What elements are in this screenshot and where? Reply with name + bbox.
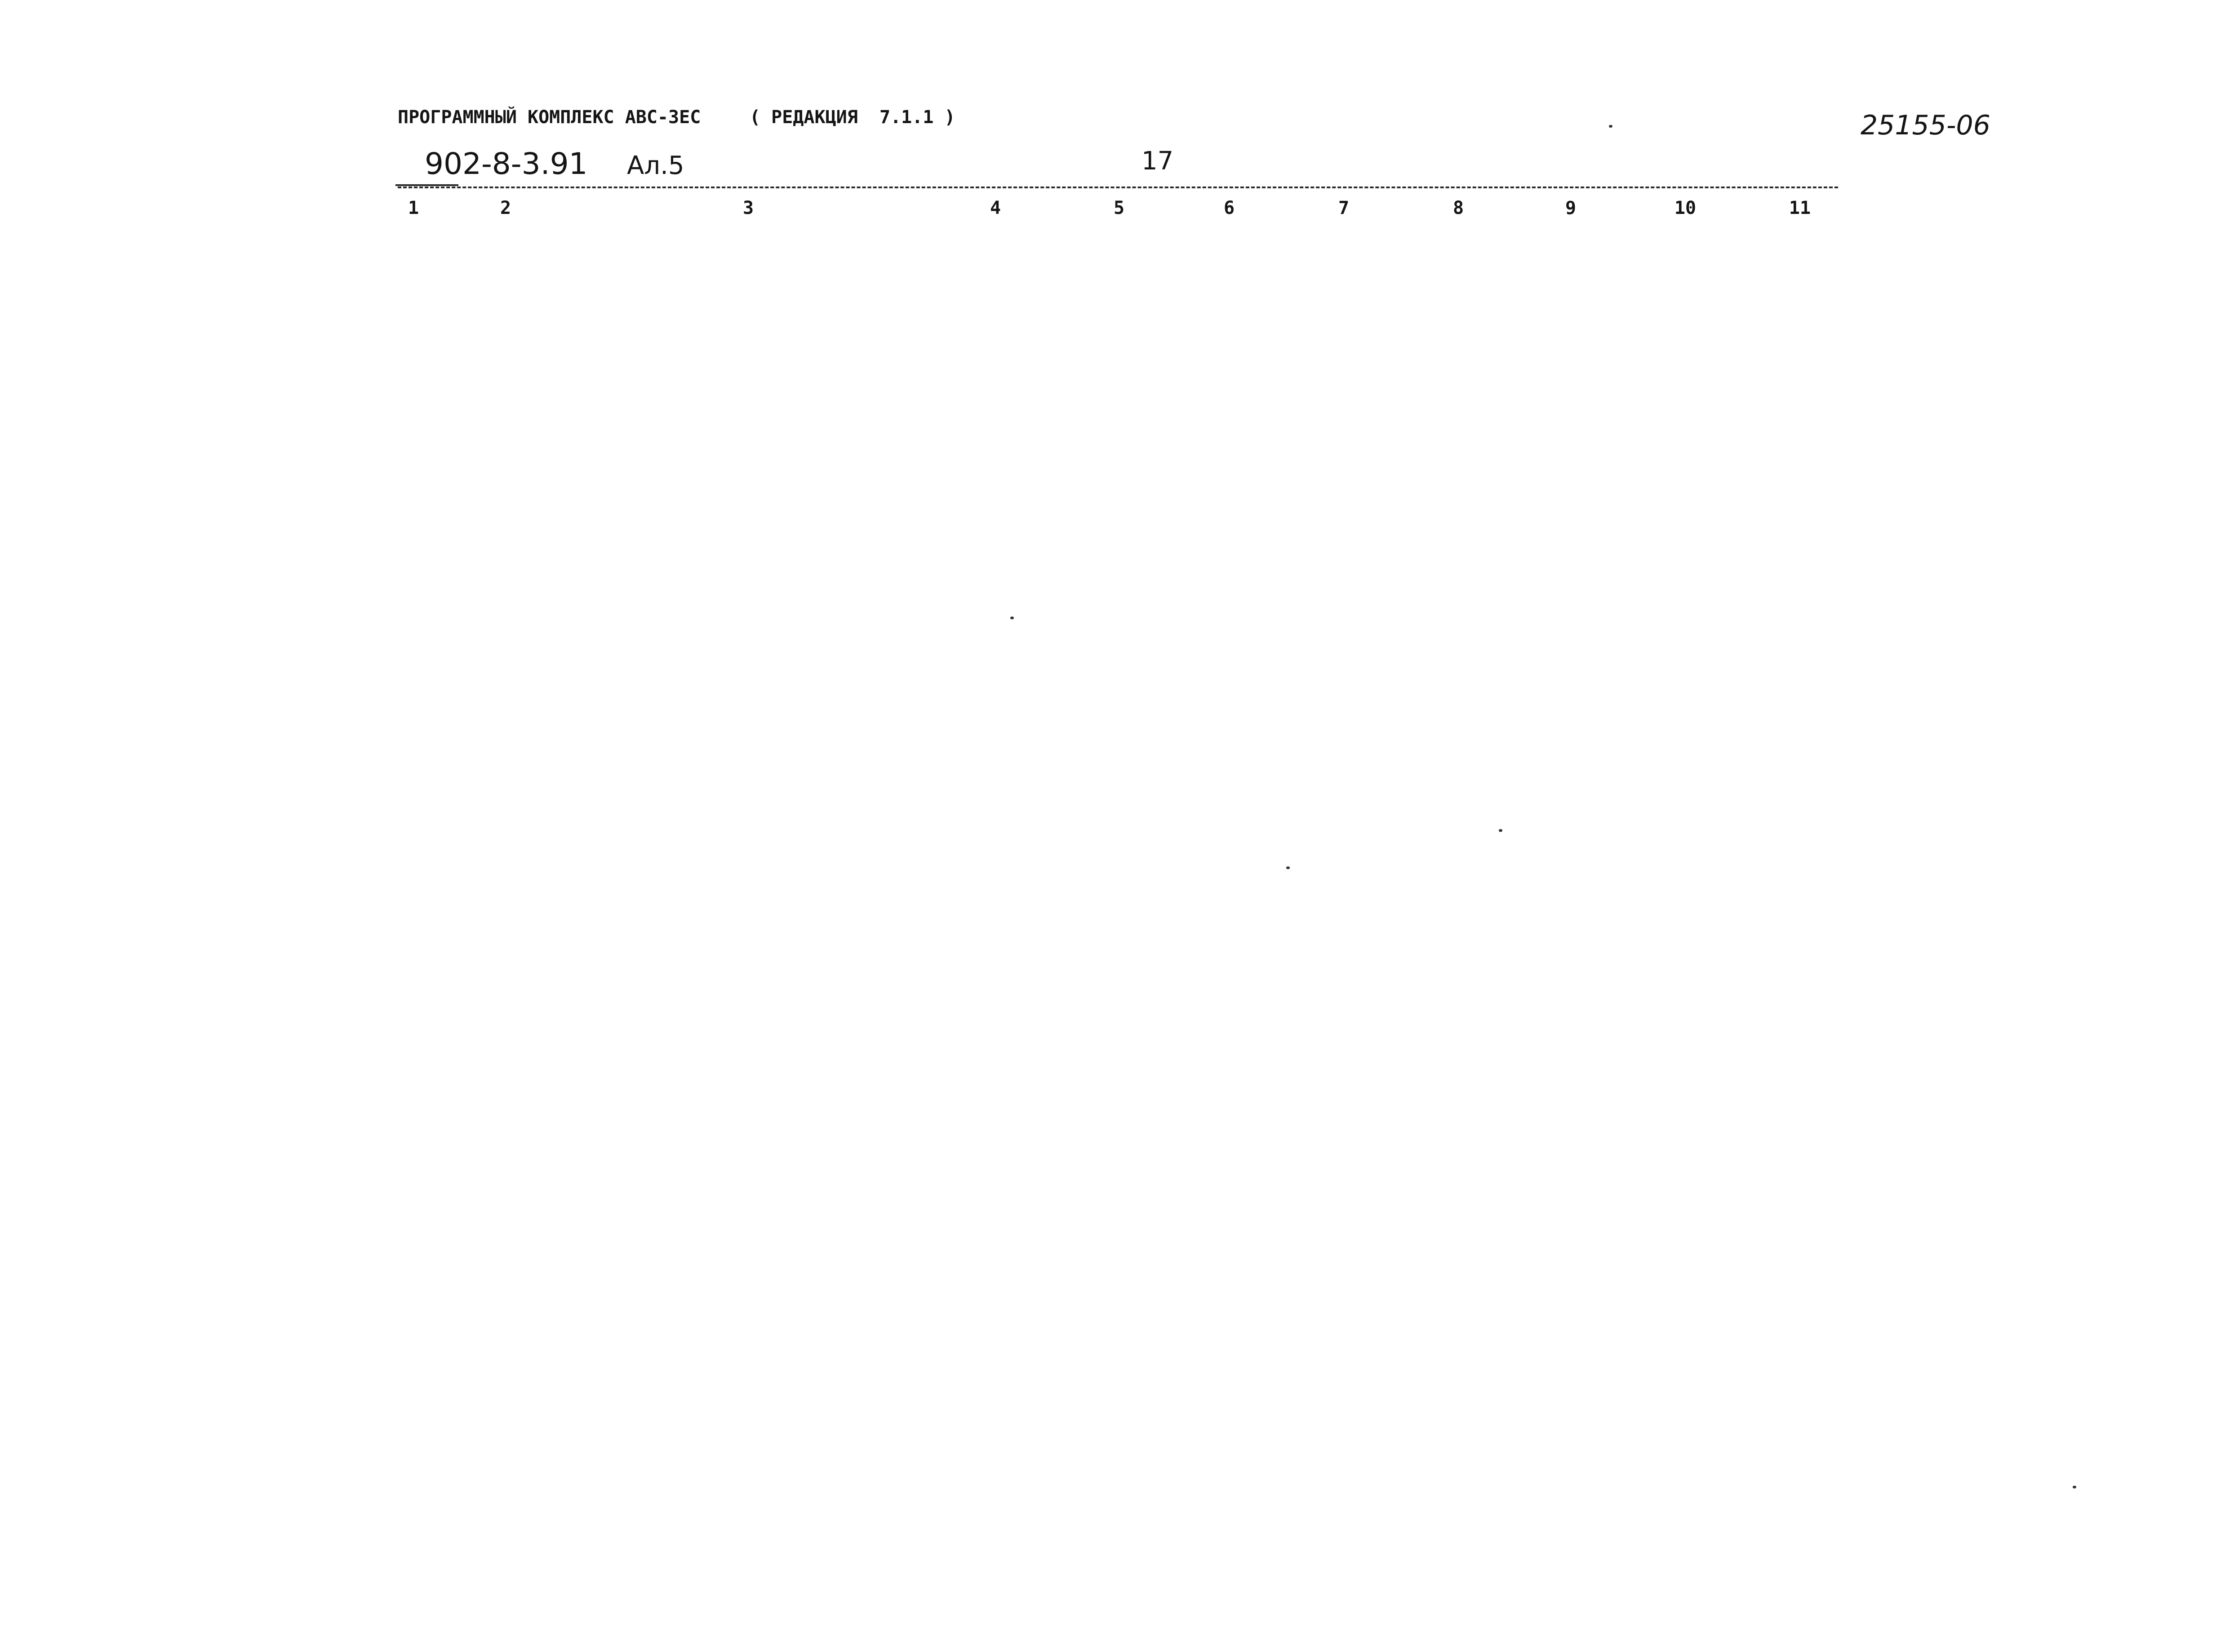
column-header-9: 9	[1565, 198, 1577, 218]
column-header-6: 6	[1223, 198, 1235, 218]
column-header-2: 2	[500, 198, 511, 218]
column-header-3: 3	[742, 198, 754, 218]
column-header-10: 10	[1674, 198, 1697, 218]
scan-speck	[1286, 866, 1290, 869]
program-title: ПРОГРАММНЫЙ КОМПЛЕКС АВС-ЗЕС	[398, 107, 701, 128]
underline-stroke	[395, 184, 458, 186]
column-header-11: 11	[1789, 198, 1811, 218]
column-header-4: 4	[990, 198, 1001, 218]
scan-speck	[1499, 829, 1502, 832]
scan-speck	[1010, 617, 1014, 619]
column-header-1: 1	[408, 198, 419, 218]
sheet-label: Ал.5	[627, 151, 684, 180]
scan-speck	[1609, 125, 1612, 128]
scan-speck	[2073, 1486, 2076, 1488]
column-header-7: 7	[1338, 198, 1350, 218]
header-top-rule	[398, 187, 1838, 188]
column-header-8: 8	[1452, 198, 1464, 218]
page-number: 17	[1141, 147, 1174, 176]
project-code: 902-8-3.91	[425, 147, 588, 181]
column-header-5: 5	[1113, 198, 1125, 218]
document-number: 25155-06	[1861, 110, 1990, 141]
revision-label: ( РЕДАКЦИЯ 7.1.1 )	[750, 107, 955, 128]
